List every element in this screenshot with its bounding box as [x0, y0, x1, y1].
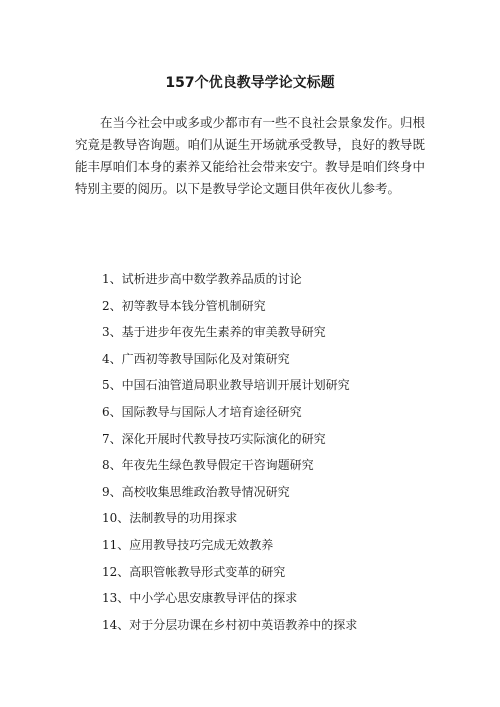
title-list	[102, 266, 357, 638]
list-item: 9、高校收集思维政治教导情况研究	[102, 484, 290, 499]
intro-text: 在当今社会中或多或少都市有一些不良社会景象发作。归根究竟是教导咨询题。咱们从诞生开场就承受教导，良好的教导既能丰厚咱们本身的素养又能给社会带来安宁。教导是咱们终身中特别主要的阅历。以下是教导学论文题目供年夜伙儿参考。	[75, 115, 426, 196]
list-item: 1、试析进步高中数学教养品质的讨论	[102, 272, 302, 286]
list-item: 14、对于分层功课在乡村初中英语教养中的探求	[102, 617, 358, 632]
list-item: 13、中小学心思安康教导评估的探求	[102, 591, 298, 606]
list-item: 5、中国石油管道局职业教导培训开展计划研究	[102, 378, 350, 393]
list-item: 10、法制教导的功用探求	[102, 511, 238, 526]
document-title: 157个优良教导学论文标题	[165, 75, 335, 91]
list-item: 2、初等教导本钱分管机制研究	[102, 298, 266, 313]
list-item: 3、基于进步年夜先生素养的审美教导研究	[102, 325, 326, 340]
list-item: 4、广西初等教导国际化及对策研究	[102, 351, 290, 366]
list-item: 11、应用教导技巧完成无效教养	[102, 537, 274, 552]
list-item: 12、高职管帐教导形式变革的研究	[102, 564, 286, 579]
list-item: 6、国际教导与国际人才培育途径研究	[102, 404, 302, 419]
intro-paragraph	[75, 112, 425, 200]
list-item: 8、年夜先生绿色教导假定干咨询题研究	[102, 458, 314, 473]
list-item: 7、深化开展时代教导技巧实际演化的研究	[102, 431, 326, 446]
